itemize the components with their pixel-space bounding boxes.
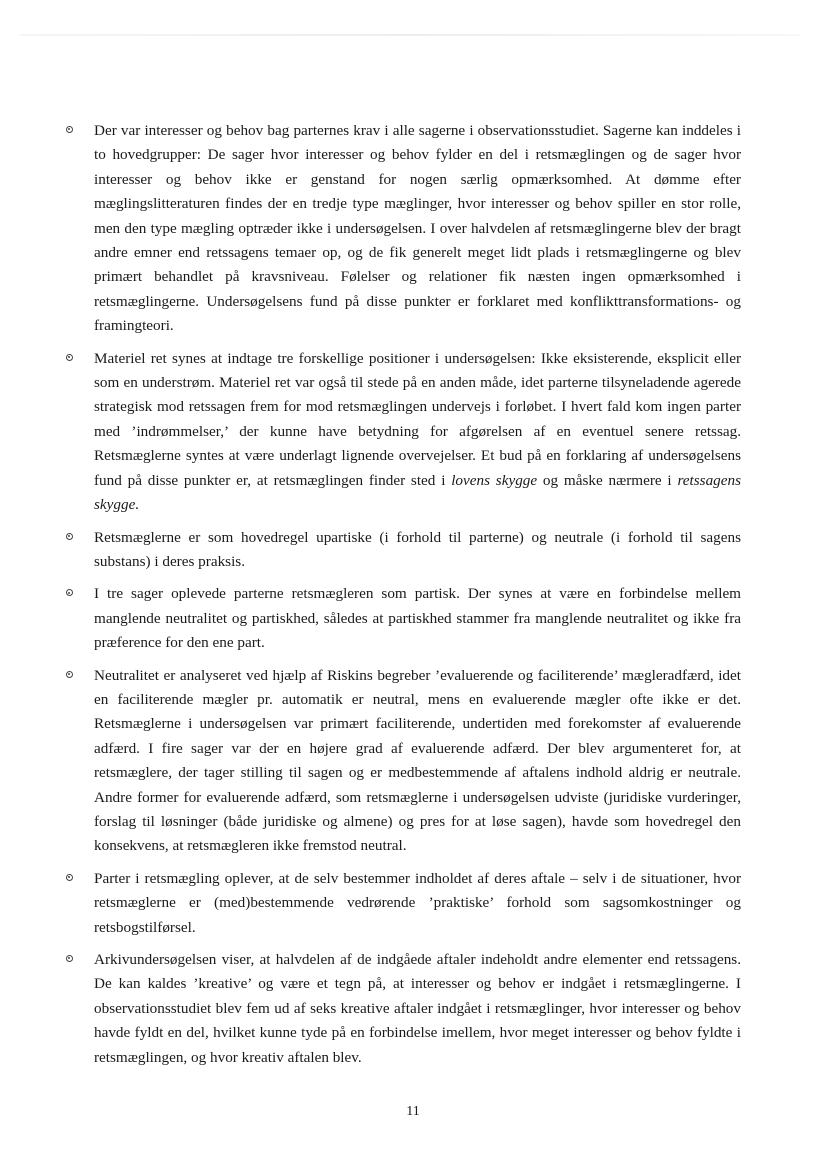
bullet-text: Der var interesser og behov bag parternes krav i alle sagerne i observationsstudiet. Sagerne kan inddeles i to hovedgrupper: De sager hvor interesser og behov fylder en del i retsmæglingen og de sager hvor interesser og behov ikke er genstand for nogen særlig opmærksomhed. At dømme efter mæglingslitteraturen findes der en tredje type mæglinger, hvor interesser og behov spiller en stor rolle, men den type mægling optræder ikke i undersøgelsen. I over halvdelen af retsmæglingerne blev der bragt andre emner end retssagens temaer op, og de fik generelt meget lidt plads i retsmæglingerne og blev primært behandlet på kravsniveau. Følelser og relationer fik næsten ingen opmærksomhed i retsmæglingerne. Undersøgelsens fund på disse punkter er forklaret med konflikttransformations- og framingteori. [94,122,741,335]
bullet-text: Neutralitet er analyseret ved hjælp af Riskins begreber ’evaluerende og faciliterende’ mægleradfærd, idet en faciliterende mægler pr. automatik er neutral, mens en evaluerende mægler ofte ikke er det. Retsmæglerne i undersøgelsen var primært faciliterende, undertiden med forekomster af evaluerende adfærd. I fire sager var der en højere grad af evaluerende adfærd. Der blev argumenteret for, at retsmæglere, der tager stilling til sagen og er medbestemmende af aftalens indhold aldrig er neutrale. Andre former for evaluerende adfærd, som retsmæglerne i undersøgelsen udviste (juridiske vurderinger, forslag til løsninger (både juridiske og almene) og pres for at løse sagen), havde som hovedregel den konsekvens, at retsmægleren ikke fremstod neutral. [94,666,741,855]
bullet-circle-icon [66,533,73,540]
bullet-item-interests [94,119,741,339]
bullet-circle-icon [66,126,73,133]
bullet-circle-icon [66,589,73,596]
bullet-text: I tre sager oplevede parterne retsmægleren som partisk. Der synes at være en forbindelse mellem manglende neutralitet og partiskhed, således at partiskhed stammer fra manglende neutralitet og ikke fra præference for den ene part. [94,585,741,652]
scan-edge-artifact [20,34,800,36]
bullet-text: Arkivundersøgelsen viser, at halvdelen af de indgåede aftaler indeholdt andre elementer end retssagens. De kan kaldes ’kreative’ og være et tegn på, at interesser og behov er indgået i retsmæglingerne. I observationsstudiet blev fem ud af seks kreative aftaler indgået i retsmæglinger, hvor interesser og behov havde fyldt en del, hvilket kunne tyde på en forbindelse imellem, hvor meget interesser og behov fyldte i retsmæglingen, og hvor kreativ aftalen blev. [94,951,741,1066]
bullet-item-neutrality [94,664,741,859]
bullet-item-partisan [94,582,741,655]
bullet-text-continued: og måske nærmere i [537,471,678,489]
bullet-text: Retsmæglerne er som hovedregel upartiske (i forhold til parterne) og neutrale (i forhold til sagens substans) i deres praksis. [94,528,741,570]
bullet-item-impartial [94,526,741,575]
bullet-circle-icon [66,955,73,962]
bullet-italic-text: lovens skygge [451,471,538,489]
summary-bullet-list [94,119,741,1078]
bullet-item-archive-study [94,948,741,1070]
bullet-item-self-determination [94,867,741,940]
bullet-text: Parter i retsmægling oplever, at de selv bestemmer indholdet af deres aftale – selv i de situationer, hvor retsmæglerne er (med)bestemmende vedrørende ’praktiske’ forhold som sagsomkostninger og retsbogstilførsel. [94,869,741,936]
bullet-item-material-law [94,347,741,518]
bullet-circle-icon [66,354,73,361]
bullet-circle-icon [66,874,73,881]
bullet-circle-icon [66,671,73,678]
page-number: 11 [406,1104,420,1119]
bullet-italic-text: retssagens skygge. [94,471,741,514]
bullet-text: Materiel ret synes at indtage tre forskellige positioner i undersøgelsen: Ikke eksisterende, eksplicit eller som en understrøm. Materiel ret var også til stede på en anden måde, idet parterne tilsyneladende agerede strategisk mod retssagen frem for mod retsmæglingen undervejs i forløbet. I hvert fald kom ingen parter med ’indrømmelser,’ der kunne have betydning for afgørelsen af en eventuel senere retssag. Retsmæglerne syntes at være underlagt lignende overvejelser. Et bud på en forklaring af undersøgelsens fund på disse punkter er, at retsmæglingen finder sted i [94,349,741,489]
